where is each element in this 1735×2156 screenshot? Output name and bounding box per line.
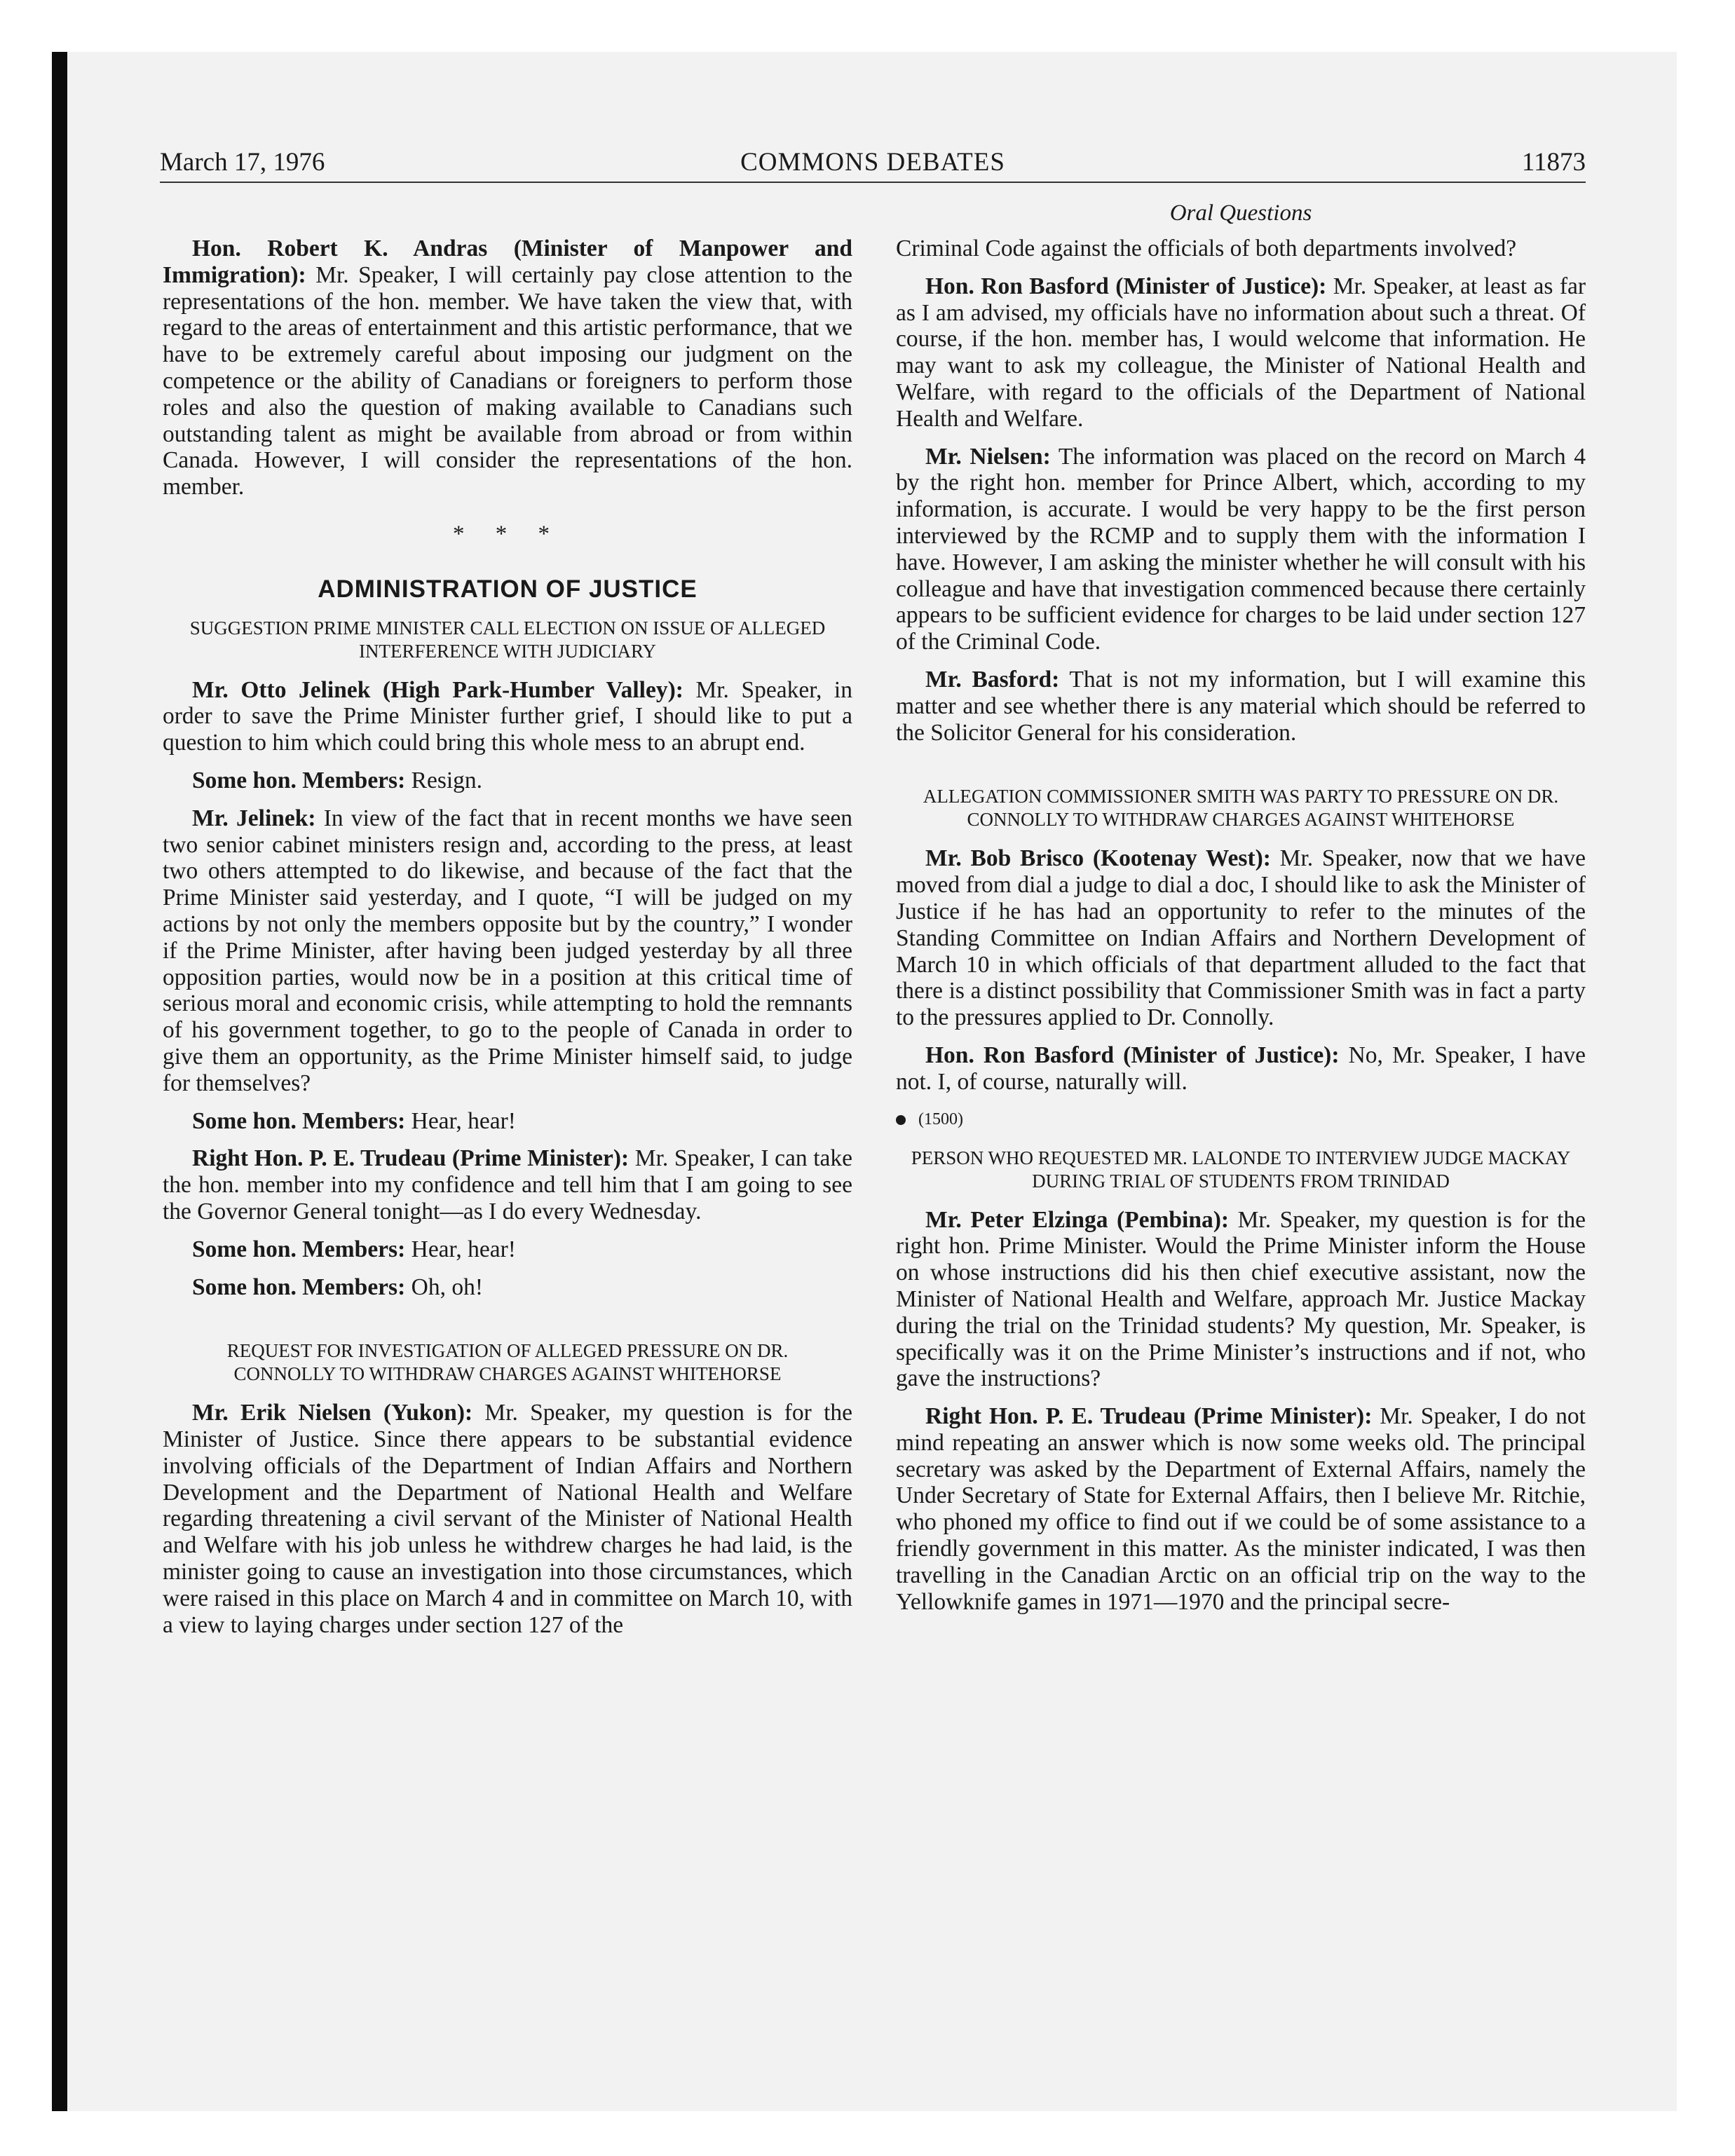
time-marker-text: (1500) — [918, 1110, 963, 1128]
paragraph — [896, 667, 1586, 746]
speaker-name: Hon. Robert K. Andras (Minister of Manpower and Immigration): — [163, 236, 852, 288]
paragraph — [896, 1207, 1586, 1393]
speaker-name: Some hon. Members: — [192, 1274, 406, 1300]
speaker-name: Mr. Otto Jelinek (High Park-Humber Valley): — [192, 676, 683, 703]
paragraph — [896, 444, 1586, 655]
speaker-name: Hon. Ron Basford (Minister of Justice): — [925, 273, 1327, 299]
speaker-name: Hon. Ron Basford (Minister of Justice): — [925, 1042, 1340, 1068]
paragraph-text: Oh, oh! — [405, 1274, 483, 1300]
paragraph — [163, 1236, 852, 1263]
paragraph — [896, 236, 1586, 262]
paragraph — [896, 845, 1586, 1031]
section-tag: Oral Questions — [1169, 200, 1312, 226]
speaker-name: Mr. Bob Brisco (Kootenay West): — [925, 845, 1271, 872]
speaker-name: Mr. Erik Nielsen (Yukon): — [192, 1400, 473, 1426]
paragraph-text: Mr. Speaker, I will certainly pay close attention to the representations of the hon. member. We have taken the view that, with regard to the areas of entertainment and this artistic performance, that we have to be extremely careful about imposing our judgment on the competence or the ability of Canadians or foreigners to perform those roles and also the question of making available to Canadians such outstanding talent as might be available from abroad or from within Canada. However, I will consider the representations of the hon. member. — [163, 261, 852, 500]
subheading: ALLEGATION COMMISSIONER SMITH WAS PARTY TO PRESSURE ON DR. CONNOLLY TO WITHDRAW CHARGES AGAINST WHITEHORSE — [923, 786, 1559, 831]
paragraph-text: Criminal Code against the officials of both departments involved? — [896, 236, 1517, 261]
paragraph-text: Mr. Speaker, in order to save the Prime Minister further grief, I should like to put a question to him which could bring this whole mess to an abrupt end. — [163, 676, 852, 756]
header-page-number: 11873 — [1521, 148, 1586, 177]
subheading: SUGGESTION PRIME MINISTER CALL ELECTION ON ISSUE OF ALLEGED INTERFERENCE WITH JUDICIARY — [189, 617, 826, 662]
bullet-icon — [896, 1115, 906, 1125]
paragraph-text: Hear, hear! — [405, 1107, 516, 1134]
paragraph-text: Mr. Speaker, now that we have moved from dial a judge to dial a doc, I should like to ask the Minister of Justice if he has had an opportunity to refer to the minutes of the Standing Committee on Indian Affairs and Northern Development of March 10 in which officials of that department alluded to the fact that there is a distinct possibility that Commissioner Smith was in fact a party to the pressures applied to Dr. Connolly. — [896, 845, 1586, 1031]
speaker-name: Some hon. Members: — [192, 767, 406, 793]
header-date: March 17, 1976 — [160, 148, 325, 177]
page-header — [160, 143, 1586, 182]
paragraph — [163, 236, 852, 500]
paragraph-text: Resign. — [405, 767, 483, 793]
paragraph-text: Mr. Speaker, at least as far as I am advised, my officials have no information about such a threat. Of course, if the hon. member has, I would welcome that information. He may want to ask my colleague, the Minister of National Health and Welfare, with regard to the officials of the Department of National Health and Welfare. — [896, 273, 1586, 432]
paragraph — [896, 1403, 1586, 1615]
left-column — [163, 236, 852, 1649]
section-break: * * * — [453, 521, 562, 547]
subheading: REQUEST FOR INVESTIGATION OF ALLEGED PRESSURE ON DR. CONNOLLY TO WITHDRAW CHARGES AGAINST WHITEHORSE — [226, 1340, 789, 1385]
paragraph-text: Mr. Speaker, I do not mind repeating an answer which is now some weeks old. The principal secretary was asked by the Department of External Affairs, namely the Under Secretary of State for External Affairs, then I believe Mr. Ritchie, who phoned my office to find out if we could be of some assistance to a friendly government in this matter. As the minister indicated, I was then travelling in the Canadian Arctic on an official trip on the way to the Yellowknife games in 1971—1970 and the principal secre- — [896, 1403, 1586, 1615]
subheading: PERSON WHO REQUESTED MR. LALONDE TO INTERVIEW JUDGE MACKAY DURING TRIAL OF STUDENTS FROM TRINIDAD — [911, 1147, 1571, 1192]
header-rule — [160, 182, 1586, 183]
paragraph — [163, 1274, 852, 1301]
speaker-name: Mr. Peter Elzinga (Pembina): — [925, 1206, 1230, 1233]
paragraph — [896, 1042, 1586, 1096]
paragraph — [163, 767, 852, 794]
paragraph-text: Mr. Speaker, my question is for the Minister of Justice. Since there appears to be substantial evidence involving officials of the Department of Indian Affairs and Northern Development and the Department of National Health and Welfare regarding threatening a civil servant of the Minister of National Health and Welfare with his job unless he withdrew charges he had laid, is the minister going to cause an investigation into those circumstances, which were raised in this place on March 4 and in committee on March 10, with a view to laying charges under section 127 of the — [163, 1400, 852, 1638]
paragraph-text: That is not my information, but I will examine this matter and see whether there is any material which should be referred to the Solicitor General for his consideration. — [896, 666, 1586, 746]
speaker-name: Right Hon. P. E. Trudeau (Prime Minister): — [192, 1145, 630, 1172]
right-column — [896, 236, 1586, 1626]
paragraph-text: The information was placed on the record on March 4 by the right hon. member for Prince Albert, which, according to my information, is accurate. I would be very happy to be the first person interviewed by the RCMP and to supply them with the information I have. However, I am asking the minister whether he will consult with his colleague and have that investigation commenced because there certainly appears to be sufficient evidence for charges to be laid under section 127 of the Criminal Code. — [896, 443, 1586, 655]
speaker-name: Some hon. Members: — [192, 1236, 406, 1262]
speaker-name: Mr. Jelinek: — [192, 805, 316, 831]
paragraph — [163, 805, 852, 1097]
paragraph — [896, 273, 1586, 432]
paragraph-text: No, Mr. Speaker, I have not. I, of course, naturally will. — [896, 1042, 1586, 1095]
time-marker — [896, 1107, 1586, 1133]
speaker-name: Mr. Basford: — [925, 666, 1060, 692]
section-heading: ADMINISTRATION OF JUSTICE — [318, 575, 698, 603]
paragraph-text: Hear, hear! — [405, 1236, 516, 1262]
paragraph-text: In view of the fact that in recent months we have seen two senior cabinet ministers resign and, according to the press, at least two others attempted to do likewise, and because of the fact that the Prime Minister said yesterday, and I quote, “I will be judged on my actions by not only the members opposite but by the country,” I wonder if the Prime Minister, after having been judged yesterday by all three opposition parties, would now be in a position at this critical time of serious moral and economic crisis, while attempting to hold the remnants of his government together, to go to the people of Canada in order to give them an opportunity, as the Prime Minister himself said, to judge for themselves? — [163, 805, 852, 1096]
paragraph — [163, 1108, 852, 1135]
speaker-name: Mr. Nielsen: — [925, 443, 1051, 470]
paragraph-text: Mr. Speaker, I can take the hon. member into my confidence and tell him that I am going to see the Governor General tonight—as I do every Wednesday. — [163, 1145, 852, 1224]
header-title: COMMONS DEBATES — [740, 148, 1005, 177]
speaker-name: Right Hon. P. E. Trudeau (Prime Minister): — [925, 1403, 1373, 1430]
paragraph-text: Mr. Speaker, my question is for the right hon. Prime Minister. Would the Prime Minister inform the House on whose instructions did his then chief executive assistant, now the Minister of National Health and Welfare, approach Mr. Justice Mackay during the trial on the Trinidad students? My question, Mr. Speaker, is specifically was it on the Prime Minister’s instructions and if not, who gave the instructions? — [896, 1206, 1586, 1392]
paragraph — [163, 1400, 852, 1638]
paragraph — [163, 677, 852, 756]
speaker-name: Some hon. Members: — [192, 1107, 406, 1134]
paragraph — [163, 1145, 852, 1224]
scan-edge-bar — [52, 52, 67, 2111]
